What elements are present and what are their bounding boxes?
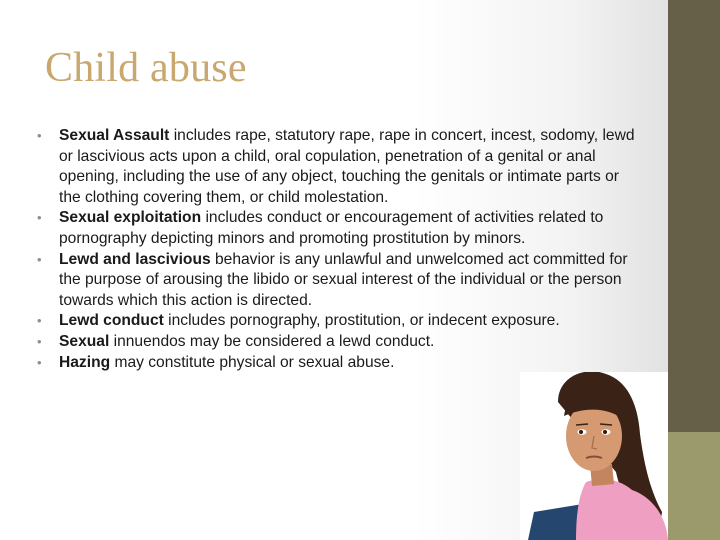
bullet-term: Lewd conduct	[59, 312, 164, 330]
slide-title: Child abuse	[45, 45, 247, 91]
bullet-item	[37, 126, 637, 208]
bullet-icon: •	[37, 128, 42, 143]
bullet-icon: •	[37, 210, 42, 226]
right-pupil	[603, 430, 607, 434]
bullet-item	[37, 311, 637, 332]
right-brow	[600, 424, 612, 425]
bullet-list	[37, 126, 637, 373]
bullet-text: includes pornography, prostitution, or indecent exposure.	[163, 312, 560, 330]
bullet-icon: •	[37, 354, 42, 370]
left-pupil	[579, 430, 583, 434]
bullet-item	[37, 208, 637, 249]
bullet-term: Hazing	[59, 353, 111, 371]
bullet-item	[37, 332, 637, 353]
bullet-item	[37, 353, 637, 374]
bullet-term: Sexual Assault	[59, 127, 170, 144]
accent-bar-bottom	[668, 432, 720, 540]
left-brow	[576, 424, 588, 425]
girl-photo	[520, 372, 668, 540]
bullet-term: Sexual exploitation	[59, 209, 202, 227]
accent-bar-top	[668, 0, 720, 432]
bullet-text: behavior is any unlawful and unwelcomed act committed for the purpose of arousing the libido or sexual interest of the individual or the person towards which this action is directed.	[59, 250, 628, 309]
bullet-text: may constitute physical or sexual abuse.	[110, 353, 395, 371]
bullet-term: Lewd and lascivious	[59, 250, 211, 268]
bullet-icon: •	[37, 251, 42, 267]
bullet-text: innuendos may be considered a lewd conduct.	[109, 332, 435, 350]
bullet-item	[37, 250, 637, 312]
bullet-text: includes rape, statutory rape, rape in concert, incest, sodomy, lewd or lascivious acts upon a child, oral copulation, penetration of a genital or anal opening, including the use of any object, touching the genitals or intimate parts or the clothing covering them, or child molestation.	[59, 127, 635, 206]
bullet-icon: •	[37, 313, 42, 329]
bullet-text: includes conduct or encouragement of activities related to pornography depicting minors and promoting prostitution by minors.	[59, 209, 604, 247]
bullet-term: Sexual	[59, 332, 110, 350]
bullet-icon: •	[37, 333, 42, 349]
